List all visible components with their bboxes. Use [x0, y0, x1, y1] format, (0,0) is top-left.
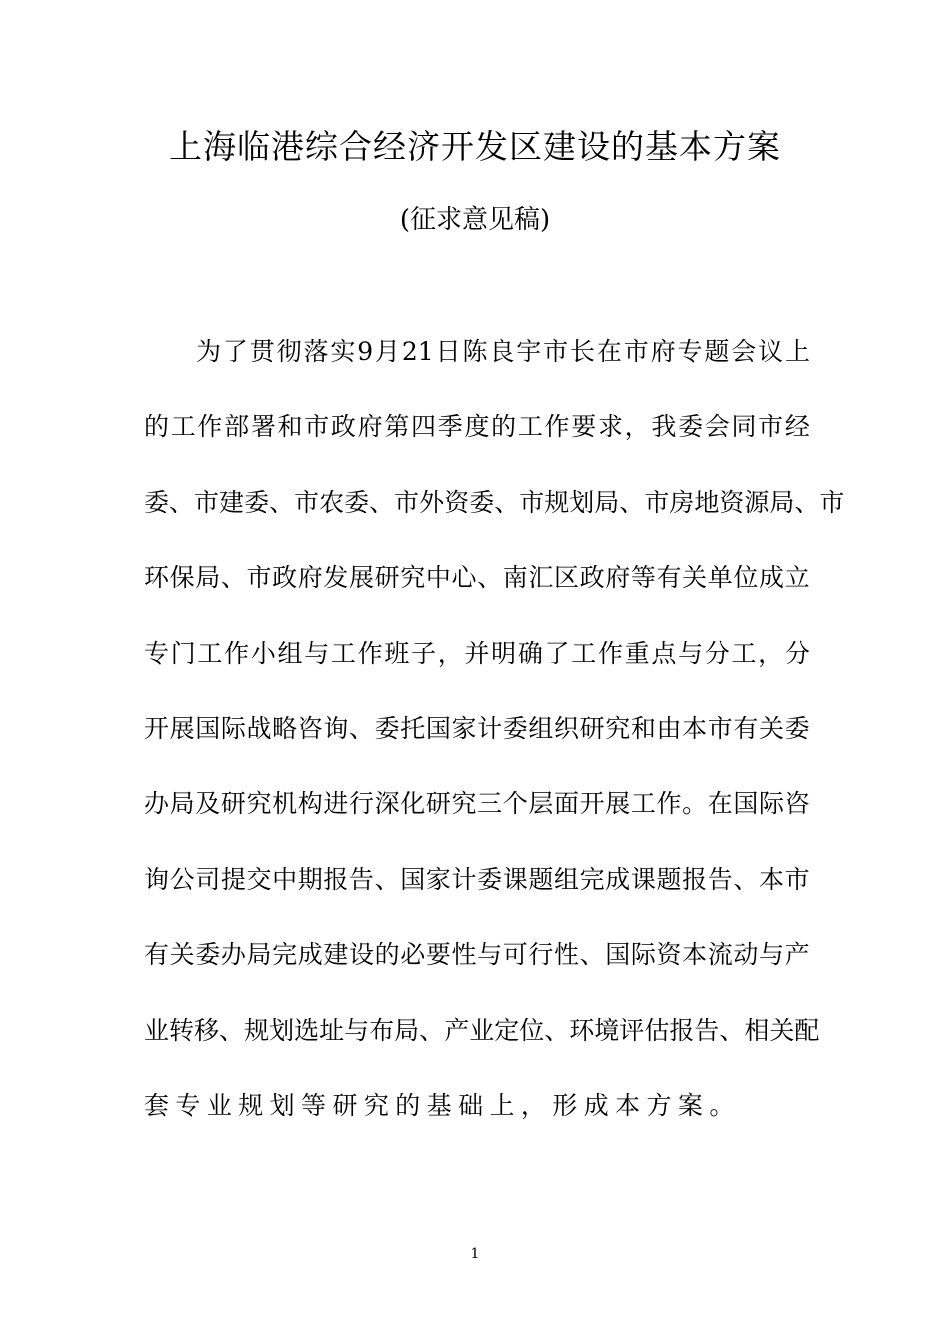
- body-line: 有 关 委 办 局 完 成 建 设 的 必 要 性 与 可 行 性 、 国 际 资 本 流 动 与 产: [144, 940, 810, 970]
- body-line: 套 专 业 规 划 等 研 究 的 基 础 上 ， 形 成 本 方 案 。: [144, 1090, 735, 1120]
- body-line: 询 公 司 提 交 中 期 报 告 、 国 家 计 委 课 题 组 完 成 课 题 报 告 、 本 市: [144, 864, 810, 894]
- document-subtitle: (征求意见稿): [399, 205, 551, 235]
- body-line: 业 转 移 、 规 划 选 址 与 布 局 、 产 业 定 位 、 环 境 评 估 报 告 、 相 关 配: [144, 1015, 820, 1045]
- body-line: 专 门 工 作 小 组 与 工 作 班 子 ， 并 明 确 了 工 作 重 点 与 分 工 ， 分: [144, 638, 810, 668]
- body-line: 环 保 局 、 市 政 府 发 展 研 究 中 心 、 南 汇 区 政 府 等 有 关 单 位 成 立: [144, 563, 810, 593]
- document-title: 上海临港综合经济开发区建设的基本方案: [169, 127, 781, 166]
- body-line: 委 、 市 建 委 、 市 农 委 、 市 外 资 委 、 市 规 划 局 、 市 房 地 资 源 局 、 市: [144, 487, 845, 517]
- page-number: 1: [470, 1246, 480, 1262]
- body-line: 开 展 国 际 战 略 咨 询 、 委 托 国 家 计 委 组 织 研 究 和 由 本 市 有 关 委: [144, 713, 810, 743]
- body-line: 为 了 贯 彻 落 实 9 月 21 日 陈 良 宇 市 长 在 市 府 专 题 会 议 上: [196, 337, 810, 366]
- body-line: 办 局 及 研 究 机 构 进 行 深 化 研 究 三 个 层 面 开 展 工 作 。 在 国 际 咨: [144, 789, 810, 819]
- body-line: 的 工 作 部 署 和 市 政 府 第 四 季 度 的 工 作 要 求 ， 我 委 会 同 市 经: [144, 412, 810, 442]
- body-paragraph: [144, 330, 845, 1159]
